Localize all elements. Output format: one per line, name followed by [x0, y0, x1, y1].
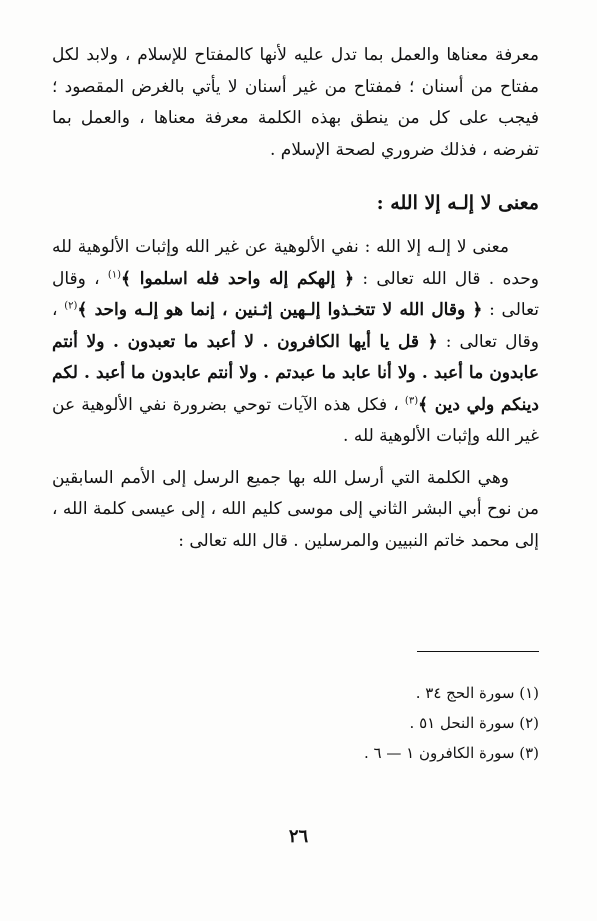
- text-segment: ، وقال تعالى :: [52, 300, 539, 352]
- text-segment: معنى لا إلـه إلا الله : نفي الألوهية عن غير الله وإثبات الألوهية لله وحده . قال الله تعالى :: [52, 237, 539, 289]
- paragraph-meaning: [52, 232, 539, 453]
- text-segment: ، وقال تعالى :: [52, 268, 540, 320]
- footnote-ref: (٣): [404, 394, 419, 406]
- quran-verse: ﴿ إلهكم إله واحد فله اسلموا ﴾: [121, 268, 355, 289]
- paragraph-intro: معرفة معناها والعمل بما تدل عليه لأنها كالمفتاح للإسلام ، ولابد لكل مفتاح من أسنان ؛ فمفتاح من غير أسنان لا يأتي بالغرض المقصود ؛ فيجب على كل من ينطق بهذه الكلمة معرفة معناها ، والعمل بما تفرضه ، فذلك ضروري لصحة الإسلام .: [52, 45, 539, 160]
- footnote-ref: (١): [107, 268, 122, 280]
- footnote-item: (١) سورة الحج ٣٤ .: [415, 684, 539, 702]
- footnote-item: (٢) سورة النحل ٥١ .: [409, 714, 539, 732]
- footnote-ref: (٢): [64, 300, 78, 312]
- footnote-divider: [417, 651, 539, 652]
- footnote-item: (٣) سورة الكافرون ١ — ٦ .: [363, 744, 539, 762]
- quran-verse: ﴿ وقال الله لا تتخـذوا إلـهين إثـنين ، إنما هو إلـه واحد ﴾: [77, 300, 483, 320]
- text-segment: ، فكل هذه الآيات توحي بضرورة نفي الألوهية عن غير الله وإثبات الألوهية لله .: [52, 394, 539, 446]
- footnotes: [52, 678, 539, 768]
- paragraph-messengers: وهي الكلمة التي أرسل الله بها جميع الرسل إلى الأمم السابقين من نوح أبي البشر الثاني إلى موسى كليم الله ، إلى عيسى كلمة الله ، إلى محمد خاتم النبيين والمرسلين . قال الله تعالى :: [52, 467, 539, 551]
- page-number: ٢٦: [288, 826, 309, 847]
- section-heading: معنى لا إلـه إلا الله :: [376, 192, 539, 214]
- quran-verse: ﴿ قل يا أيها الكافرون . لا أعبد ما تعبدون . ولا أنتم عابدون ما أعبد . ولا أنا عابد ما عبدتم . ولا أنتم عابدون ما أعبد . لكم دينكم ولي دين ﴾: [52, 331, 540, 415]
